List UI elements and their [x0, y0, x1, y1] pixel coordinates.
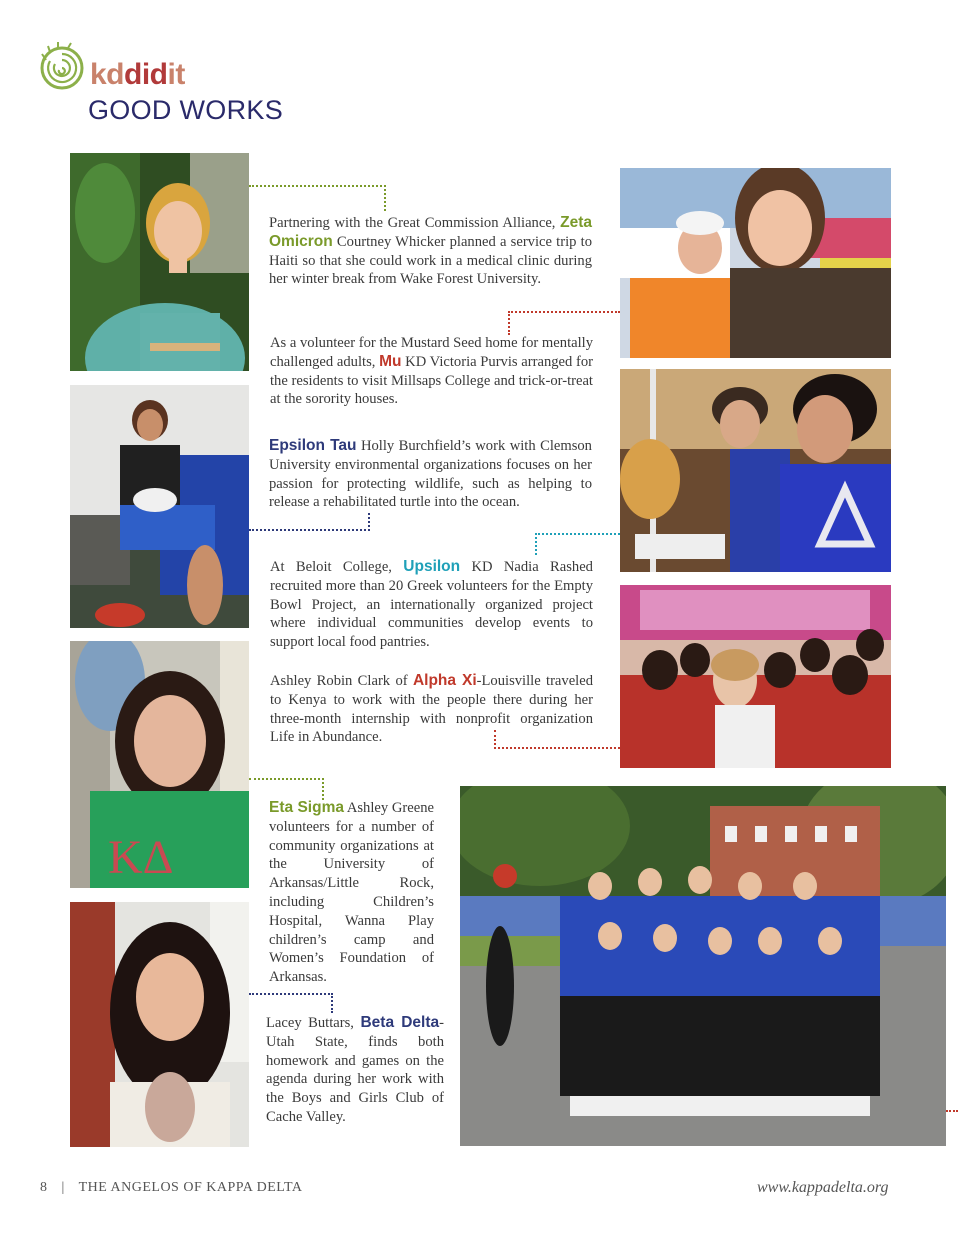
website-link[interactable]: www.kappadelta.org: [757, 1179, 889, 1196]
connector-line: [508, 311, 620, 335]
story-text: As a volunteer for the Mustard Seed home for mentally challenged adults,: [270, 335, 594, 370]
brand-part-did: did: [124, 58, 168, 91]
photo-kenya-children: [620, 585, 891, 768]
story-epsilon-tau: [269, 437, 592, 512]
section-title: GOOD WORKS: [88, 95, 284, 125]
photo-turtle-release: [70, 385, 249, 628]
story-text: Ashley Robin Clark of: [270, 673, 413, 689]
story-text: -Utah State, finds both homework and games on the agenda during her work with the Boys and Girls Club of Cache Valley.: [266, 1015, 445, 1125]
chapter-name: Epsilon Tau: [269, 437, 357, 454]
publication-name: THE ANGELOS OF KAPPA DELTA: [78, 1180, 303, 1195]
connector-line: [249, 993, 333, 1013]
connector-line: [535, 533, 620, 555]
connector-line: [249, 185, 386, 211]
connector-line: [946, 1110, 958, 1112]
story-text: Lacey Buttars,: [266, 1015, 361, 1031]
story-beta-delta: [266, 1014, 444, 1127]
story-text: Courtney Whicker planned a service trip to Haiti so that she could work in a medical clinic during her winter break from Wake Forest University.: [269, 233, 592, 288]
page-number: 8: [40, 1180, 48, 1195]
story-text: Partnering with the Great Commission Alliance,: [269, 215, 561, 231]
chapter-name: Beta Delta: [360, 1014, 440, 1031]
photo-food-serving: [620, 369, 891, 572]
footer-separator: |: [61, 1180, 65, 1195]
page-footer-left: [40, 1180, 303, 1196]
chapter-name: Mu: [379, 352, 402, 370]
shell-logo-icon: [38, 40, 86, 96]
story-alpha-xi: [270, 672, 593, 747]
story-text: At Beloit College,: [270, 559, 404, 575]
story-zeta-omicron: [269, 214, 592, 289]
chapter-name: Upsilon: [403, 558, 461, 575]
photo-group-walk: [460, 786, 946, 1146]
photo-kd-shirt-portrait: [70, 641, 249, 888]
chapter-name: Zeta Omicron: [269, 214, 592, 250]
chapter-name: Eta Sigma: [269, 799, 344, 816]
brand-part-kd: kd: [90, 58, 125, 91]
story-text: KD Victoria Purvis arranged for the residents to visit Millsaps College and trick-or-treat at the sorority houses.: [270, 353, 594, 408]
story-text: -Louisville traveled to Kenya to work with the people there during her three-month internship with nonprofit organization Life in Abundance.: [270, 673, 594, 746]
brand-wordmark: [90, 58, 185, 92]
photo-dark-hair-portrait: [70, 902, 249, 1147]
story-text: Ashley Greene volunteers for a number of community organizations at the University of Arkansas/Little Rock, including Children’s Hospital, Wanna Play children’s camp and Women’s Foundation of Arkansas.: [269, 800, 434, 986]
photo-portrait-blonde: [70, 153, 249, 371]
story-text: KD Nadia Rashed recruited more than 20 Greek volunteers for the Empty Bowl Project, an internationally organized project where individual communities develop events to support local food pantries.: [270, 559, 593, 651]
story-upsilon: [270, 558, 593, 652]
connector-line: [249, 778, 324, 800]
story-mu: [270, 334, 593, 409]
brand-part-it: it: [167, 58, 185, 91]
photo-carnival-pair: [620, 168, 891, 358]
chapter-name: Alpha Xi: [412, 672, 477, 689]
shirt-letters: KΔ: [108, 831, 174, 884]
story-eta-sigma: [269, 799, 434, 987]
connector-line: [249, 513, 370, 531]
story-text: Holly Burchfield’s work with Clemson University environmental organizations focuses on her passion for protecting wildlife, such as helping to release a rehabilitated turtle into the ocean.: [269, 438, 592, 511]
